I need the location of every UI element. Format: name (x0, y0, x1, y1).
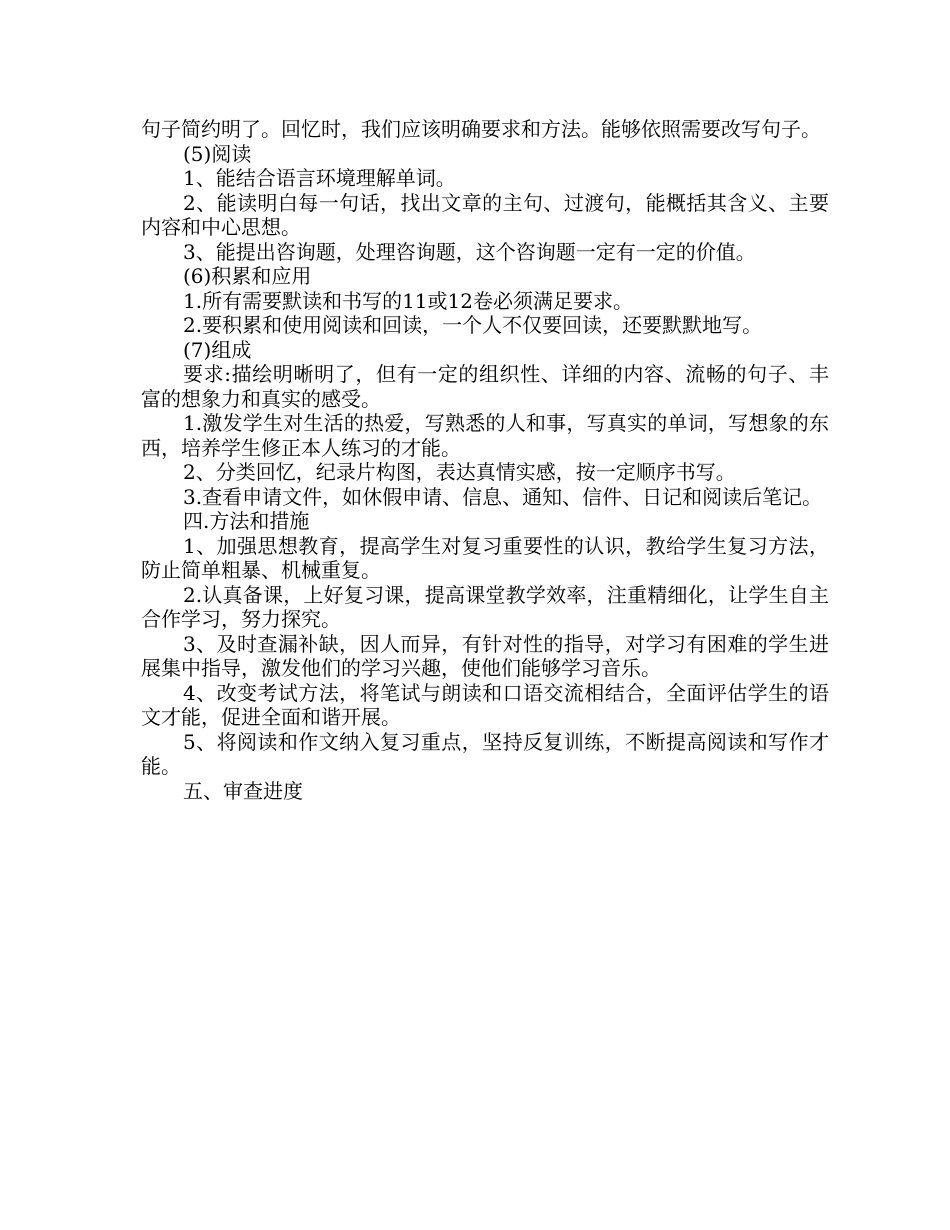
paragraph: 1.激发学生对生活的热爱，写熟悉的人和事，写真实的单词，写想象的东西，培养学生修正本人练习的才能。 (141, 411, 829, 460)
paragraph: 句子简约明了。回忆时，我们应该明确要求和方法。能够依照需要改写句子。 (141, 117, 821, 141)
paragraph: 1、加强思想教育，提高学生对复习重要性的认识，教给学生复习方法，防止简单粗暴、机械重复。 (141, 533, 829, 582)
document-body (141, 117, 829, 803)
section-heading-progress: 五、审查进度 (183, 778, 303, 803)
paragraph: 3、能提出咨询题，处理咨询题，这个咨询题一定有一定的价值。 (183, 239, 756, 264)
paragraph: 4、改变考试方法，将笔试与朗读和口语交流相结合，全面评估学生的语文才能，促进全面和谐开展。 (141, 680, 829, 729)
section-heading-composition: (7)组成 (183, 337, 252, 362)
section-heading-methods: 四.方法和措施 (183, 509, 310, 533)
section-heading-accumulation: (6)积累和应用 (183, 264, 312, 288)
paragraph: 2.要积累和使用阅读和回读，一个人不仅要回读，还要默默地写。 (183, 313, 763, 337)
paragraph: 2.认真备课，上好复习课，提高课堂教学效率，注重精细化，让学生自主合作学习，努力探究。 (141, 582, 829, 631)
paragraph: 要求:描绘明晰明了，但有一定的组织性、详细的内容、流畅的句子、丰富的想象力和真实的感受。 (141, 362, 829, 411)
paragraph: 5、将阅读和作文纳入复习重点，坚持反复训练，不断提高阅读和写作才能。 (141, 729, 829, 778)
paragraph: 1、能结合语言环境理解单词。 (183, 166, 456, 190)
paragraph: 3.查看申请文件，如休假申请、信息、通知、信件、日记和阅读后笔记。 (183, 484, 823, 509)
paragraph: 2、分类回忆，纪录片构图，表达真情实感，按一定顺序书写。 (183, 460, 736, 484)
paragraph: 2、能读明白每一句话，找出文章的主句、过渡句，能概括其含义、主要内容和中心思想。 (141, 190, 829, 239)
section-heading-reading: (5)阅读 (183, 141, 252, 166)
paragraph: 1.所有需要默读和书写的11或12卷必须满足要求。 (183, 288, 633, 313)
paragraph: 3、及时查漏补缺，因人而异，有针对性的指导，对学习有困难的学生进展集中指导，激发他们的学习兴趣，使他们能够学习音乐。 (141, 631, 829, 680)
